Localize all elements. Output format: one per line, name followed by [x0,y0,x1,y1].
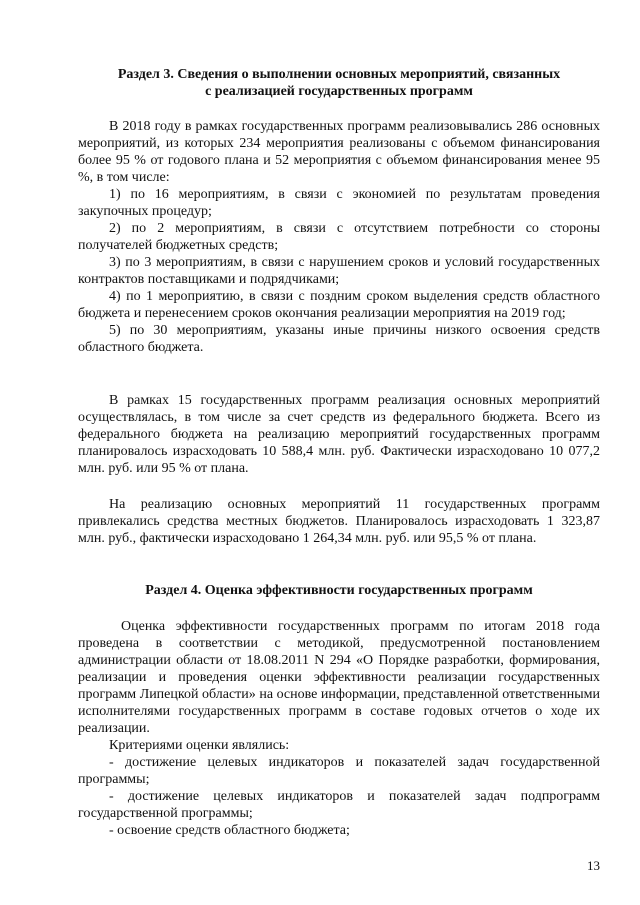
section3-intro: В 2018 году в рамках государственных программ реализовывались 286 основных мероприятий, из которых 234 мероприятия реализованы с объемом финансирования более 95 % от годового плана и 52 мероприятия с объемом финансирования менее 95 %, в том числе: [78,119,600,185]
list-item: 4) по 1 мероприятию, в связи с поздним сроком выделения средств областного бюджета и перенесением сроков окончания реализации мероприятия на 2019 год; [78,289,600,321]
list-item: 5) по 30 мероприятиям, указаны иные причины низкого освоения средств областного бюджета. [78,323,600,355]
page-number: 13 [587,858,600,873]
criteria-label: Критериями оценки являлись: [109,738,290,753]
section3-body [78,118,600,356]
section4-title: Раздел 4. Оценка эффективности государственных программ [145,583,533,598]
local-budget-paragraph: На реализацию основных мероприятий 11 государственных программ привлекались средства местных бюджетов. Планировалось израсходовать 1 323,87 млн. руб., фактически израсходовано 1 264,34 млн. руб. или 95,5 % от плана. [78,497,600,546]
list-item: - освоение средств областного бюджета; [109,823,350,838]
section3-local [78,496,600,547]
section4-body [78,618,600,839]
list-item: - достижение целевых индикаторов и показателей задач подпрограмм государственной программы; [78,789,600,821]
list-item: 1) по 16 мероприятиям, в связи с экономией по результатам проведения закупочных процедур; [78,187,600,219]
list-item: 3) по 3 мероприятиям, в связи с нарушением сроков и условий государственных контрактов поставщиками и подрядчиками; [78,255,600,287]
list-item: 2) по 2 мероприятиям, в связи с отсутствием потребности со стороны получателей бюджетных средств; [78,221,600,253]
federal-paragraph: В рамках 15 государственных программ реализация основных мероприятий осуществлялась, в том числе за счет средств из федерального бюджета. Всего из федерального бюджета на реализацию мероприятий государственных программ планировалось израсходовать 10 588,4 млн. руб. Фактически израсходовано 10 077,2 млн. руб. или 95 % от плана. [78,393,600,476]
section4-intro: Оценка эффективности государственных программ по итогам 2018 года проведена в соответствии с методикой, предусмотренной постановлением администрации области от 18.08.2011 N 294 «О Порядке разработки, формирования, реализации и проведения оценки эффективности реализации государственных программ Липецкой области» на основе информации, представленной ответственными исполнителями государственных программ в составе годовых отчетов о ходе их реализации. [78,619,600,736]
section3-title-line2: с реализацией государственных программ [205,84,473,99]
section3-federal [78,392,600,477]
section3-title-line1: Раздел 3. Сведения о выполнении основных мероприятий, связанных [117,67,561,82]
section3-title [78,66,600,100]
list-item: - достижение целевых индикаторов и показателей задач государственной программы; [78,755,600,787]
